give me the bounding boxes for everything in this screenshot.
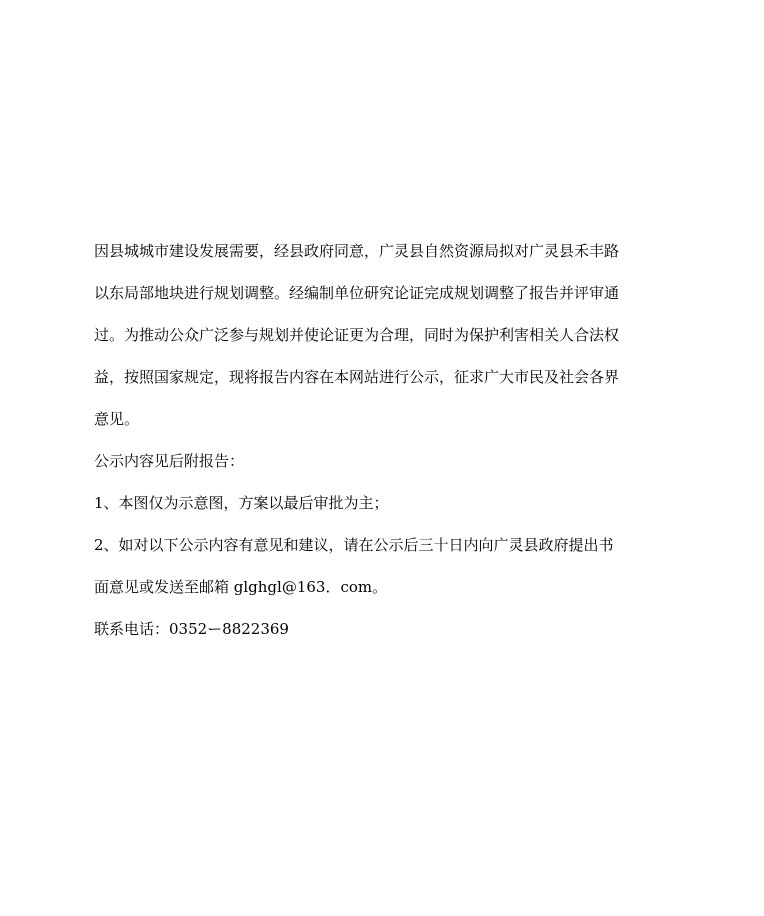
contact-phone: 联系电话：0352ー8822369 (94, 620, 289, 638)
paragraph-line-4: 益，按照国家规定，现将报告内容在本网站进行公示，征求广大市民及社会各界 (94, 368, 620, 386)
paragraph-line-2: 以东局部地块进行规划调整。经编制单位研究论证完成规划调整了报告并评审通 (94, 284, 620, 302)
notice-item-2-continued: 面意见或发送至邮箱 glghgl@163．com。 (94, 578, 388, 596)
notice-item-1: 1、本图仅为示意图，方案以最后审批为主； (94, 494, 389, 512)
paragraph-line-3: 过。为推动公众广泛参与规划并使论证更为合理，同时为保护利害相关人合法权 (94, 326, 620, 344)
notice-heading: 公示内容见后附报告： (94, 452, 245, 470)
document-body (94, 237, 664, 657)
paragraph-line-1: 因县城城市建设发展需要，经县政府同意，广灵县自然资源局拟对广灵县禾丰路 (94, 242, 620, 260)
notice-item-2: 2、如对以下公示内容有意见和建议，请在公示后三十日内向广灵县政府提出书 (94, 536, 614, 554)
paragraph-line-5: 意见。 (94, 410, 140, 428)
